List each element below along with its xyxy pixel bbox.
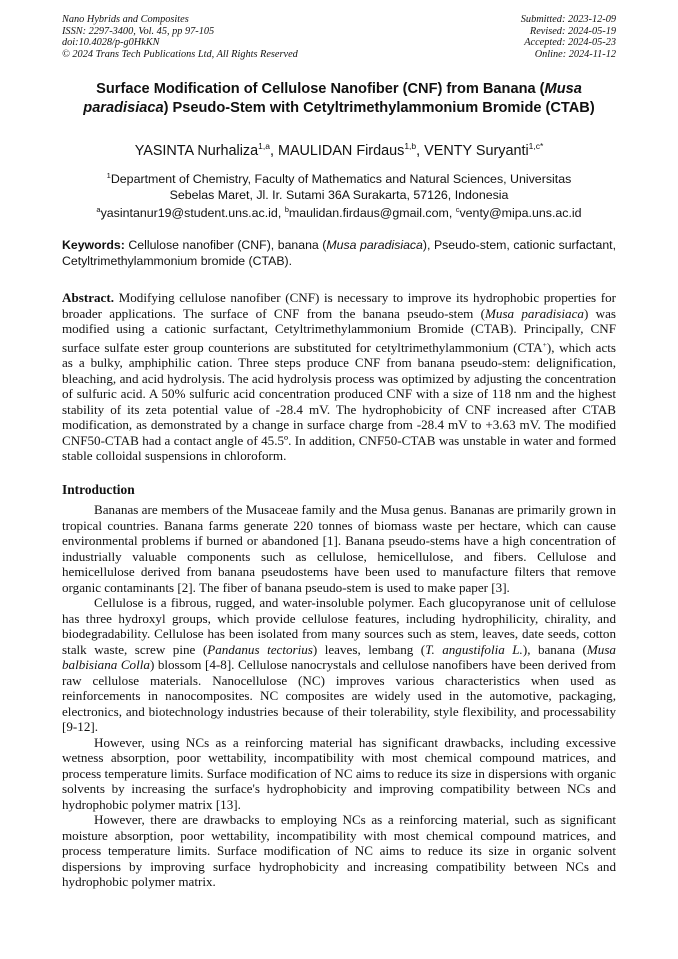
introduction-body xyxy=(62,502,616,890)
abstract-label: Abstract. xyxy=(62,290,114,305)
email-separator: , xyxy=(448,206,456,220)
email-list xyxy=(62,205,616,220)
journal-header xyxy=(62,14,298,60)
email-address[interactable]: yasintanur19@student.uns.ac.id xyxy=(100,206,278,220)
date-online: Online: 2024-11-12 xyxy=(534,48,616,60)
journal-doi[interactable]: doi:10.4028/p-g0HkKN xyxy=(62,37,160,49)
species-name: T. angustifolia L. xyxy=(425,641,523,657)
author-name: MAULIDAN Firdaus xyxy=(277,143,405,159)
paragraph: However, there are drawbacks to employing NCs as a reinforcing material, such as significant moisture absorption, poor wettability, incompatibility with most chemical compound matrices, and process temperature limits. Surface modification of NC aims to reduce its size in organic solvent dispersions by improving surface hydrophobicity and increasing compatibility between NCs and hydrophobic polymer matrix. xyxy=(62,812,616,889)
affiliation-superscript: 1 xyxy=(106,171,111,180)
abstract xyxy=(62,290,616,464)
date-revised: Revised: 2024-05-19 xyxy=(529,25,616,37)
date-accepted: Accepted: 2024-05-23 xyxy=(524,37,616,49)
title-species: Musa paradisiaca xyxy=(83,81,582,116)
paragraph xyxy=(62,595,616,735)
journal-name: Nano Hybrids and Composites xyxy=(62,14,189,25)
abstract-text: Modifying cellulose nanofiber (CNF) is necessary to improve its hydrophobic properties for broader applications. The surface of CNF from the banana pseudo-stem ( xyxy=(62,290,616,321)
email-superscript: a xyxy=(96,205,101,214)
paper-title xyxy=(62,80,616,118)
author-name: VENTY Suryanti xyxy=(424,143,529,159)
date-submitted: Submitted: 2023-12-09 xyxy=(520,14,616,25)
author-superscript: 1,b xyxy=(404,141,417,151)
title-part1: Surface Modification of Cellulose Nanofiber (CNF) from Banana ( xyxy=(96,81,545,97)
email-superscript: b xyxy=(284,205,289,214)
author-separator: , xyxy=(416,143,425,159)
author-separator: , xyxy=(269,143,278,159)
keywords-label: Keywords: xyxy=(62,238,125,252)
affiliation xyxy=(86,168,592,203)
abstract-species: Musa paradisiaca xyxy=(484,305,584,321)
email-separator: , xyxy=(277,206,285,220)
journal-copyright: © 2024 Trans Tech Publications Ltd, All Rights Reserved xyxy=(62,48,298,60)
keywords-text: ), Pseudo-stem, cationic surfactant, Cetyltrimethylammonium bromide (CTAB). xyxy=(62,238,616,268)
paragraph-text: ), banana ( xyxy=(522,641,587,657)
section-heading-introduction: Introduction xyxy=(62,482,135,497)
paragraph: However, using NCs as a reinforcing material has significant drawbacks, including excessive wetness absorption, poor wettability, incompatibility with most chemical compound matrices, and process temperature limits. Surface modification of NC aims to reduce its size in dispersions with organic solvents by increasing the surface's hydrophobicity and improving compatibility between NCs and hydrophobic polymer matrix [13]. xyxy=(62,734,616,812)
abstract-text: ), which acts as a bulky, amphiphilic cation. Three steps produce CNF from banana pseudo-stem: delignification, bleaching, and acid hydrolysis. The acid hydrolysis process was optimized by adjusting the concentration of sulfuric acid. A 50% sulfuric acid concentration produced CNF with a size of 118 nm and the highest stability of its zeta potential value of -28.4 mV. The hydrophobicity of CNF increased after CTAB modification, as demonstrated by a change in surface charge from -28.4 mV to +3.63 mV. The modified CNF50-CTAB had a contact angle of 45.5º. In addition, CNF50-CTAB was unstable in water and formed stable colloidal suspensions in chloroform. xyxy=(62,339,616,463)
abstract-superscript: + xyxy=(542,339,547,349)
affiliation-text: Department of Chemistry, Faculty of Mathematics and Natural Sciences, Universitas Sebelas Maret, Jl. Ir. Sutami 36A Surakarta, 57126, Indonesia xyxy=(110,172,572,202)
author-superscript: 1,a xyxy=(258,141,270,151)
species-name: Pandanus tectorius xyxy=(207,641,313,657)
email-superscript: c xyxy=(455,205,460,214)
journal-issn: ISSN: 2297-3400, Vol. 45, pp 97-105 xyxy=(62,25,215,37)
title-part2: ) Pseudo-Stem with Cetyltrimethylammonium Bromide (CTAB) xyxy=(163,100,595,116)
paragraph-text: ) blossom [4-8]. Cellulose nanocrystals and cellulose nanofibers have been derived from raw cellulose materials. Nanocellulose (NC) improves various characteristics when used as reinforcements in nanocomposites. NC composites are widely used in the automotive, packaging, electronics, and biotechnology industries because of their tolerability, style flexibility, and processability [9-12]. xyxy=(62,657,616,734)
email-address[interactable]: venty@mipa.uns.ac.id xyxy=(459,206,582,220)
species-name: Musa balbisiana Colla xyxy=(62,641,616,672)
keywords-text: Cellulose nanofiber (CNF), banana ( xyxy=(124,238,327,252)
author-name: YASINTA Nurhaliza xyxy=(134,143,259,159)
paragraph: Bananas are members of the Musaceae family and the Musa genus. Bananas are primarily grown in tropical countries. Banana farms generate 220 tonnes of biomass waste per hectare, which can cause environmental problems if burned or abandoned [1]. Banana pseudo-stems have a high concentration of industrially valuable components such as cellulose, hemicellulose, and fibers. Cellulose and hemicellulose derived from banana pseudostems have been used to manufacture filters that remove organic contaminants [2]. The fiber of banana pseudo-stem is used to make paper [3]. xyxy=(62,502,616,595)
author-superscript: 1,c* xyxy=(528,141,544,151)
paragraph-text: ) leaves, lembang ( xyxy=(312,641,426,657)
author-list xyxy=(62,141,616,159)
paragraph-text: Cellulose is a fibrous, rugged, and water-insoluble polymer. Each glucopyranose unit of cellulose has three hydroxyl groups, which provide cellulose features, including hydrophilicity, chirality, and biodegradability. Cellulose has been isolated from many sources such as stem, leaves, date seeds, cotton stalk waste, screw pine ( xyxy=(62,595,616,657)
email-address[interactable]: maulidan.firdaus@gmail.com xyxy=(288,206,449,220)
keywords xyxy=(62,238,616,269)
publication-dates xyxy=(521,14,616,60)
keywords-species: Musa paradisiaca xyxy=(326,238,423,252)
abstract-text: ) was modified using a cationic surfactant, Cetyltrimethylammonium Bromide (CTAB). Principally, CNF surface sulfate ester group counterions are substituted for cetyltrimethylammonium (CTA xyxy=(62,305,616,355)
